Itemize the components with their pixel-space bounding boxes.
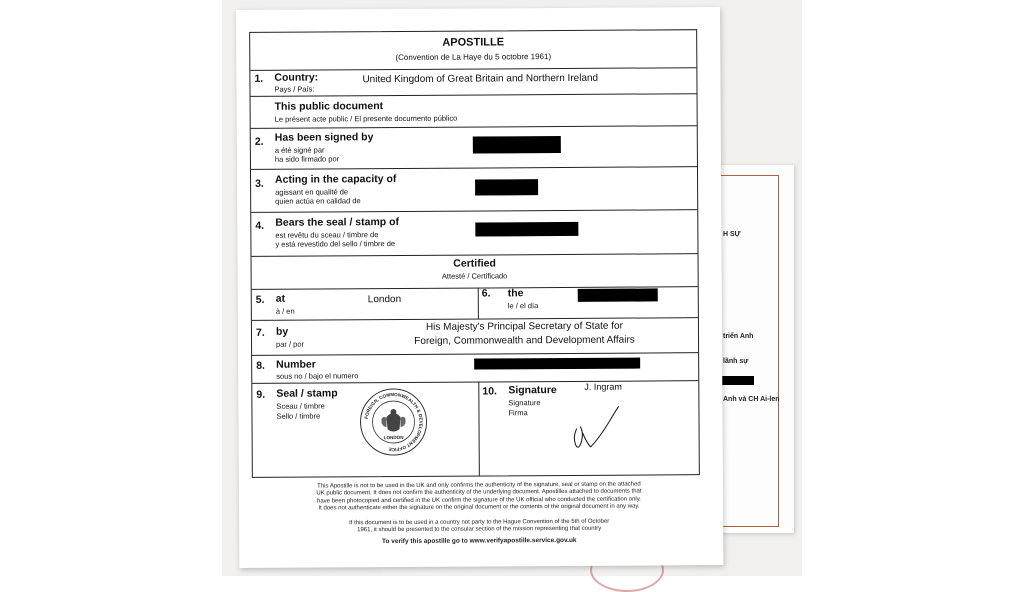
official-seal-icon (358, 387, 428, 457)
number-label: Number (276, 358, 316, 371)
footer-line: It does not authenticate either the signature on the original document or the contents of the original document in any way. (318, 503, 640, 512)
column-divider (478, 288, 479, 319)
number-sublabel: sous no / bajo el numero (276, 371, 359, 381)
capacity-label: Acting in the capacity of (275, 173, 397, 186)
at-sublabel: à / en (275, 306, 295, 316)
at-label: at (275, 292, 286, 305)
redacted-date (578, 288, 658, 301)
by-sublabel: par / por (276, 339, 305, 349)
field-number: 9. (256, 388, 266, 401)
signed-by-sublabel: a été signé par (274, 145, 325, 155)
country-label: Country: (274, 71, 319, 84)
footer-line: If this document is to be used in a country not party to the Hague Convention of the 5th of October (349, 518, 610, 527)
handwritten-signature (568, 403, 628, 453)
country-sublabel: Pays / País: (274, 84, 315, 94)
signature-sublabel: Firma (508, 408, 528, 418)
public-document-label: This public document (274, 100, 384, 113)
signed-by-sublabel: ha sido firmado por (274, 154, 340, 164)
footer-hague-note (269, 518, 689, 535)
by-value-line1: His Majesty's Principal Secretary of State for (425, 320, 623, 333)
footer-disclaimer (269, 481, 689, 513)
back-document-text: lãnh sự (723, 358, 749, 365)
capacity-sublabel: agissant en qualité de (275, 187, 349, 197)
seal-label: Seal / stamp (276, 387, 338, 400)
signature-label: Signature (508, 384, 557, 397)
row-divider (251, 166, 697, 170)
field-number: 7. (255, 326, 265, 339)
seal-of-sublabel: y está revestido del sello / timbre de (275, 239, 396, 249)
certified-sublabel: Attesté / Certificado (441, 271, 508, 281)
apostille-document (236, 7, 723, 568)
field-number: 10. (482, 385, 497, 398)
by-label: by (275, 325, 289, 338)
apostille-title: APOSTILLE (442, 36, 505, 49)
footer-line: This Apostille is not to be used in the UK and only confirms the authenticity of the signature, seal or stamp on the attached (317, 481, 641, 490)
field-number: 5. (255, 293, 265, 306)
seal-sublabel: Sceau / timbre (276, 401, 325, 411)
row-divider (252, 352, 698, 356)
the-sublabel: le / el día (507, 301, 539, 311)
capacity-sublabel: quien actúa en calidad de (275, 196, 361, 206)
row-divider (251, 93, 697, 97)
seal-sublabel: Sello / timbre (276, 411, 321, 421)
seal-of-label: Bears the seal / stamp of (275, 216, 400, 229)
field-number: 4. (255, 219, 265, 232)
signature-sublabel: Signature (508, 398, 541, 408)
public-document-sublabel: Le présent acte public / El presente documento público (274, 113, 458, 124)
apostille-form (249, 29, 700, 478)
footer-line: UK public document. It does not confirm the authenticity of the underlying document. Apostilles attached to documents that (316, 488, 642, 497)
field-number: 8. (256, 359, 265, 372)
convention-subtitle: (Convention de La Haye du 5 octobre 1961) (395, 52, 552, 63)
seal-city: LONDON (383, 434, 404, 441)
redacted-signer (473, 136, 561, 154)
signed-by-label: Has been signed by (274, 131, 374, 144)
redacted-number (474, 358, 640, 370)
back-document-text: triển Anh (723, 333, 754, 340)
footer-line: have been photocopied and certified in the UK confirm the signature of the UK official who conducted the certification only. (316, 496, 641, 505)
royal-crest-icon (381, 409, 405, 432)
column-divider (478, 382, 480, 476)
back-document-text: H SỰ (723, 231, 741, 238)
redacted-capacity (475, 179, 538, 195)
row-divider (251, 125, 697, 129)
row-divider (252, 380, 698, 384)
row-divider (250, 67, 696, 71)
seal-ring-text: FOREIGN, COMMONWEALTH & DEVELOPMENT OFFICE (363, 391, 424, 453)
row-divider (251, 209, 697, 213)
by-value-line2: Foreign, Commonwealth and Development Affairs (414, 334, 635, 347)
the-label: the (507, 287, 524, 300)
at-value: London (367, 293, 402, 306)
seal-of-sublabel: est revêtu du sceau / timbre de (275, 230, 379, 240)
country-value: United Kingdom of Great Britain and Northern Ireland (362, 72, 599, 86)
certified-label: Certified (453, 257, 496, 270)
back-document-text: Anh và CH Ai-len (723, 396, 780, 403)
redacted-seal-of (475, 222, 578, 237)
field-number: 6. (481, 287, 491, 300)
signatory-name: J. Ingram (584, 381, 622, 392)
footer-line: 1961, it should be presented to the consular section of the mission representing that country (357, 526, 602, 534)
field-number: 3. (255, 177, 264, 190)
field-number: 1. (254, 72, 264, 85)
field-number: 2. (254, 135, 264, 148)
verify-link-text: To verify this apostille go to www.verifyapostille.service.gov.uk (381, 536, 577, 546)
